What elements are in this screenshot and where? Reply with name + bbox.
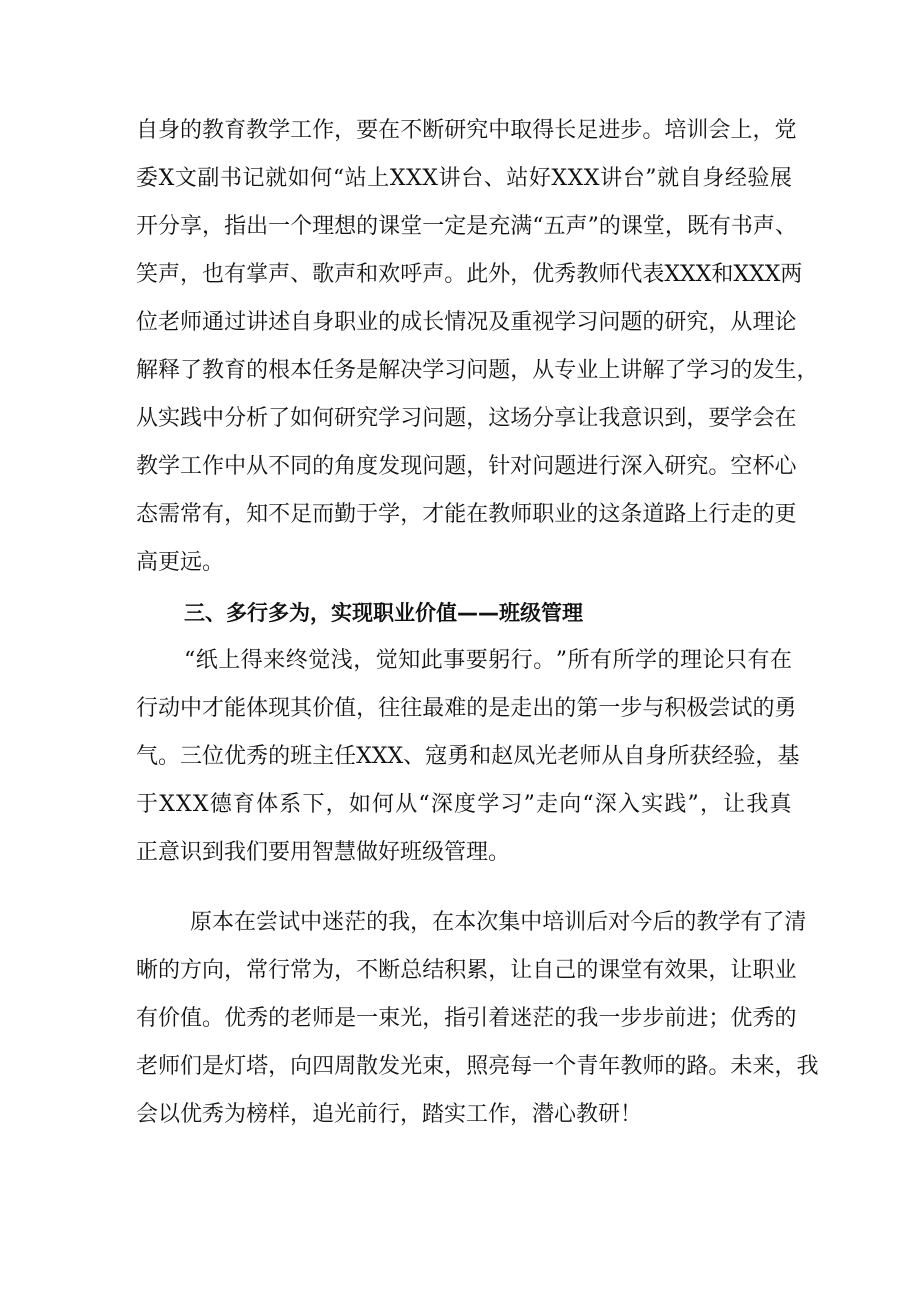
paragraph-line: 笑 声 ， 也 有 掌 声 、 歌 声 和 欢 呼 声 。 此 外 ， 优 秀 教 师 代 表 X X X 和 X X X 两: [136, 262, 803, 287]
paragraph-line: 教 学 工 作 中 从 不 同 的 角 度 发 现 问 题 ， 针 对 问 题 进 行 深 入 研 究 。 空 杯 心: [136, 454, 797, 479]
paragraph-line: 从 实 践 中 分 析 了 如 何 研 究 学 习 问 题 ， 这 场 分 享 让 我 意 识 到 ， 要 学 会 在: [136, 406, 797, 431]
paragraph-line: “ 纸 上 得 来 终 觉 浅 ， 觉 知 此 事 要 躬 行 。 ” 所 有 所 学 的 理 论 只 有 在: [184, 648, 792, 673]
paragraph-line: 态 需 常 有 ， 知 不 足 而 勤 于 学 ， 才 能 在 教 师 职 业 的 这 条 道 路 上 行 走 的 更: [136, 502, 797, 527]
paragraph-line: 高更远。: [136, 550, 225, 575]
paragraph-line: 有 价 值 。 优 秀 的 老 师 是 一 束 光 ， 指 引 着 迷 茫 的 我 一 步 步 前 进 ； 优 秀 的: [136, 1006, 797, 1031]
paragraph-line: 晰 的 方 向 ， 常 行 常 为 ， 不 断 总 结 积 累 ， 让 自 己 的 课 堂 有 效 果 ， 让 职 业: [136, 958, 797, 983]
section-heading: 三、多行多为，实现职业价值——班级管理: [184, 601, 583, 625]
paragraph-line: 老 师 们 是 灯 塔 ， 向 四 周 散 发 光 束 ， 照 亮 每 一 个 青 年 教 师 的 路 。 未 来 ， 我: [136, 1054, 819, 1079]
paragraph-line: 委 X 文 副 书 记 就 如 何 “ 站 上 X X X 讲 台 、 站 好 X X X 讲 台 ” 就 自 身 经 验 展: [136, 166, 792, 191]
paragraph-line: 解 释 了 教 育 的 根 本 任 务 是 解 决 学 习 问 题 ， 从 专 业 上 讲 解 了 学 习 的 发 生 ，: [136, 358, 819, 383]
paragraph-line: 行 动 中 才 能 体 现 其 价 值 ， 往 往 最 难 的 是 走 出 的 第 一 步 与 积 极 尝 试 的 勇: [136, 696, 797, 721]
paragraph-line: 会以优秀为榜样，追光前行，踏实工作，潜心教研！: [136, 1102, 643, 1127]
paragraph-line: 自 身 的 教 育 教 学 工 作 ， 要 在 不 断 研 究 中 取 得 长 足 进 步 。 培 训 会 上 ， 党: [136, 118, 797, 143]
paragraph-line: 开 分 享 ， 指 出 一 个 理 想 的 课 堂 一 定 是 充 满 “ 五 声 ” 的 课 堂 ， 既 有 书 声 、: [136, 214, 797, 239]
paragraph-line: 正意识到我们要用智慧做好班级管理。: [136, 840, 511, 865]
paragraph-line: 原 本 在 尝 试 中 迷 茫 的 我 ， 在 本 次 集 中 培 训 后 对 今 后 的 教 学 有 了 清: [190, 910, 807, 935]
paragraph-line: 气 。 三 位 优 秀 的 班 主 任 X X X 、 寇 勇 和 赵 凤 光 老 师 从 自 身 所 获 经 验 ， 基: [136, 744, 800, 769]
paragraph-line: 于 X X X 德 育 体 系 下 ， 如 何 从 “ 深 度 学 习 ” 走 向 “ 深 入 实 践 ” ， 让 我 真: [136, 792, 792, 817]
paragraph-line: 位 老 师 通 过 讲 述 自 身 职 业 的 成 长 情 况 及 重 视 学 习 问 题 的 研 究 ， 从 理 论: [136, 310, 797, 335]
